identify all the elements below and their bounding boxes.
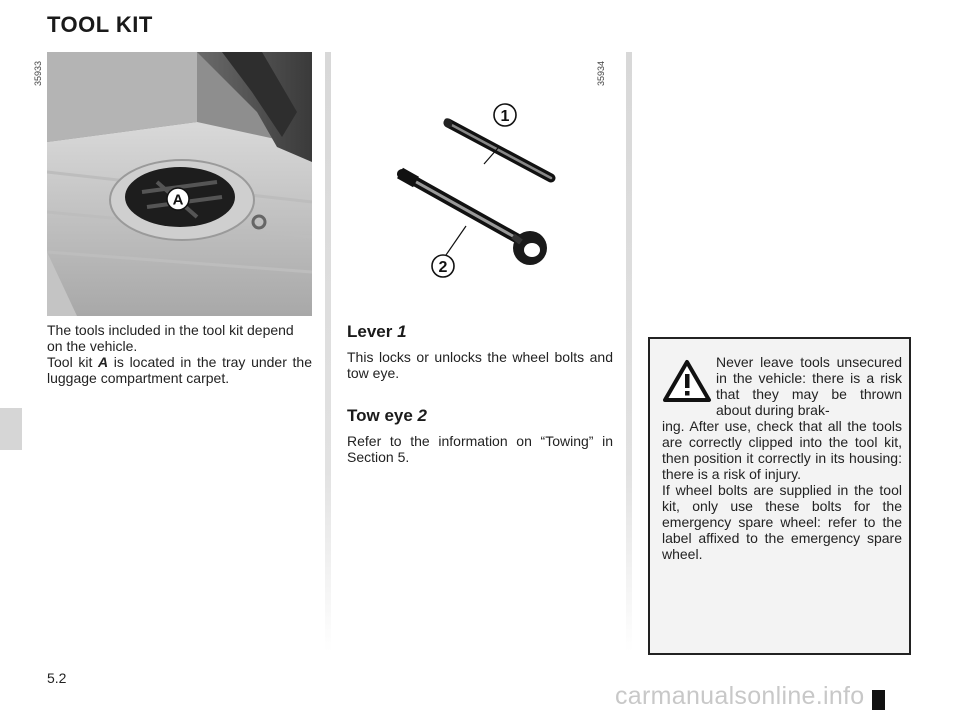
column-divider-left	[325, 52, 331, 652]
tool-kit-description	[47, 322, 312, 386]
column-divider-right	[626, 52, 632, 652]
tool-kit-intro: The tools included in the tool kit depend on the vehicle.	[47, 322, 294, 354]
lever-drawing	[442, 117, 551, 178]
page-number: 5.2	[47, 670, 67, 686]
lever-and-tow-eye-drawing	[380, 90, 570, 300]
watermark: carmanualsonline.info	[615, 682, 865, 710]
corner-mark	[872, 690, 885, 710]
warning-box	[648, 337, 911, 655]
tow-eye-number: 2	[417, 406, 428, 425]
callout-1: 1	[500, 108, 510, 125]
image-code-right: 35934	[596, 60, 606, 86]
image-code-left: 35933	[33, 60, 43, 86]
warning-text-rest	[662, 418, 902, 562]
tool-kit-location	[47, 354, 312, 386]
lever-number: 1	[397, 322, 407, 341]
luggage-compartment-illustration	[47, 52, 312, 316]
photo-label-a: A	[172, 191, 184, 209]
callout-2: 2	[438, 259, 448, 276]
location-suffix: is located in the tray under the luggage compartment carpet.	[47, 354, 312, 386]
location-letter: A	[98, 354, 109, 370]
warning-paragraph-2: If wheel bolts are supplied in the tool kit, only use these bolts for the emergency spare wheel: refer to the label affixed to the emergency spare wheel.	[662, 482, 902, 562]
tow-eye-heading: Tow eye 2	[347, 406, 428, 425]
lever-heading: Lever 1	[347, 322, 407, 341]
location-prefix: Tool kit	[47, 354, 99, 370]
page-title: TOOL KIT	[47, 12, 153, 37]
warning-paragraph-1: ing. After use, check that all the tools are correctly clipped into the tool kit, then position it correctly in its housing: there is a risk of injury.	[662, 418, 902, 482]
tool-illustration	[380, 90, 570, 300]
warning-text-first: Never leave tools unsecured in the vehicle: there is a risk that they may be thrown about during brak-	[716, 354, 902, 418]
warning-triangle-icon	[662, 359, 712, 403]
tow-eye-drawing	[400, 173, 547, 265]
lever-description: This locks or unlocks the wheel bolts and tow eye.	[347, 349, 613, 381]
section-tab	[0, 408, 22, 450]
tow-eye-description: Refer to the information on “Towing” in Section 5.	[347, 433, 613, 465]
luggage-compartment-photo	[47, 52, 312, 316]
